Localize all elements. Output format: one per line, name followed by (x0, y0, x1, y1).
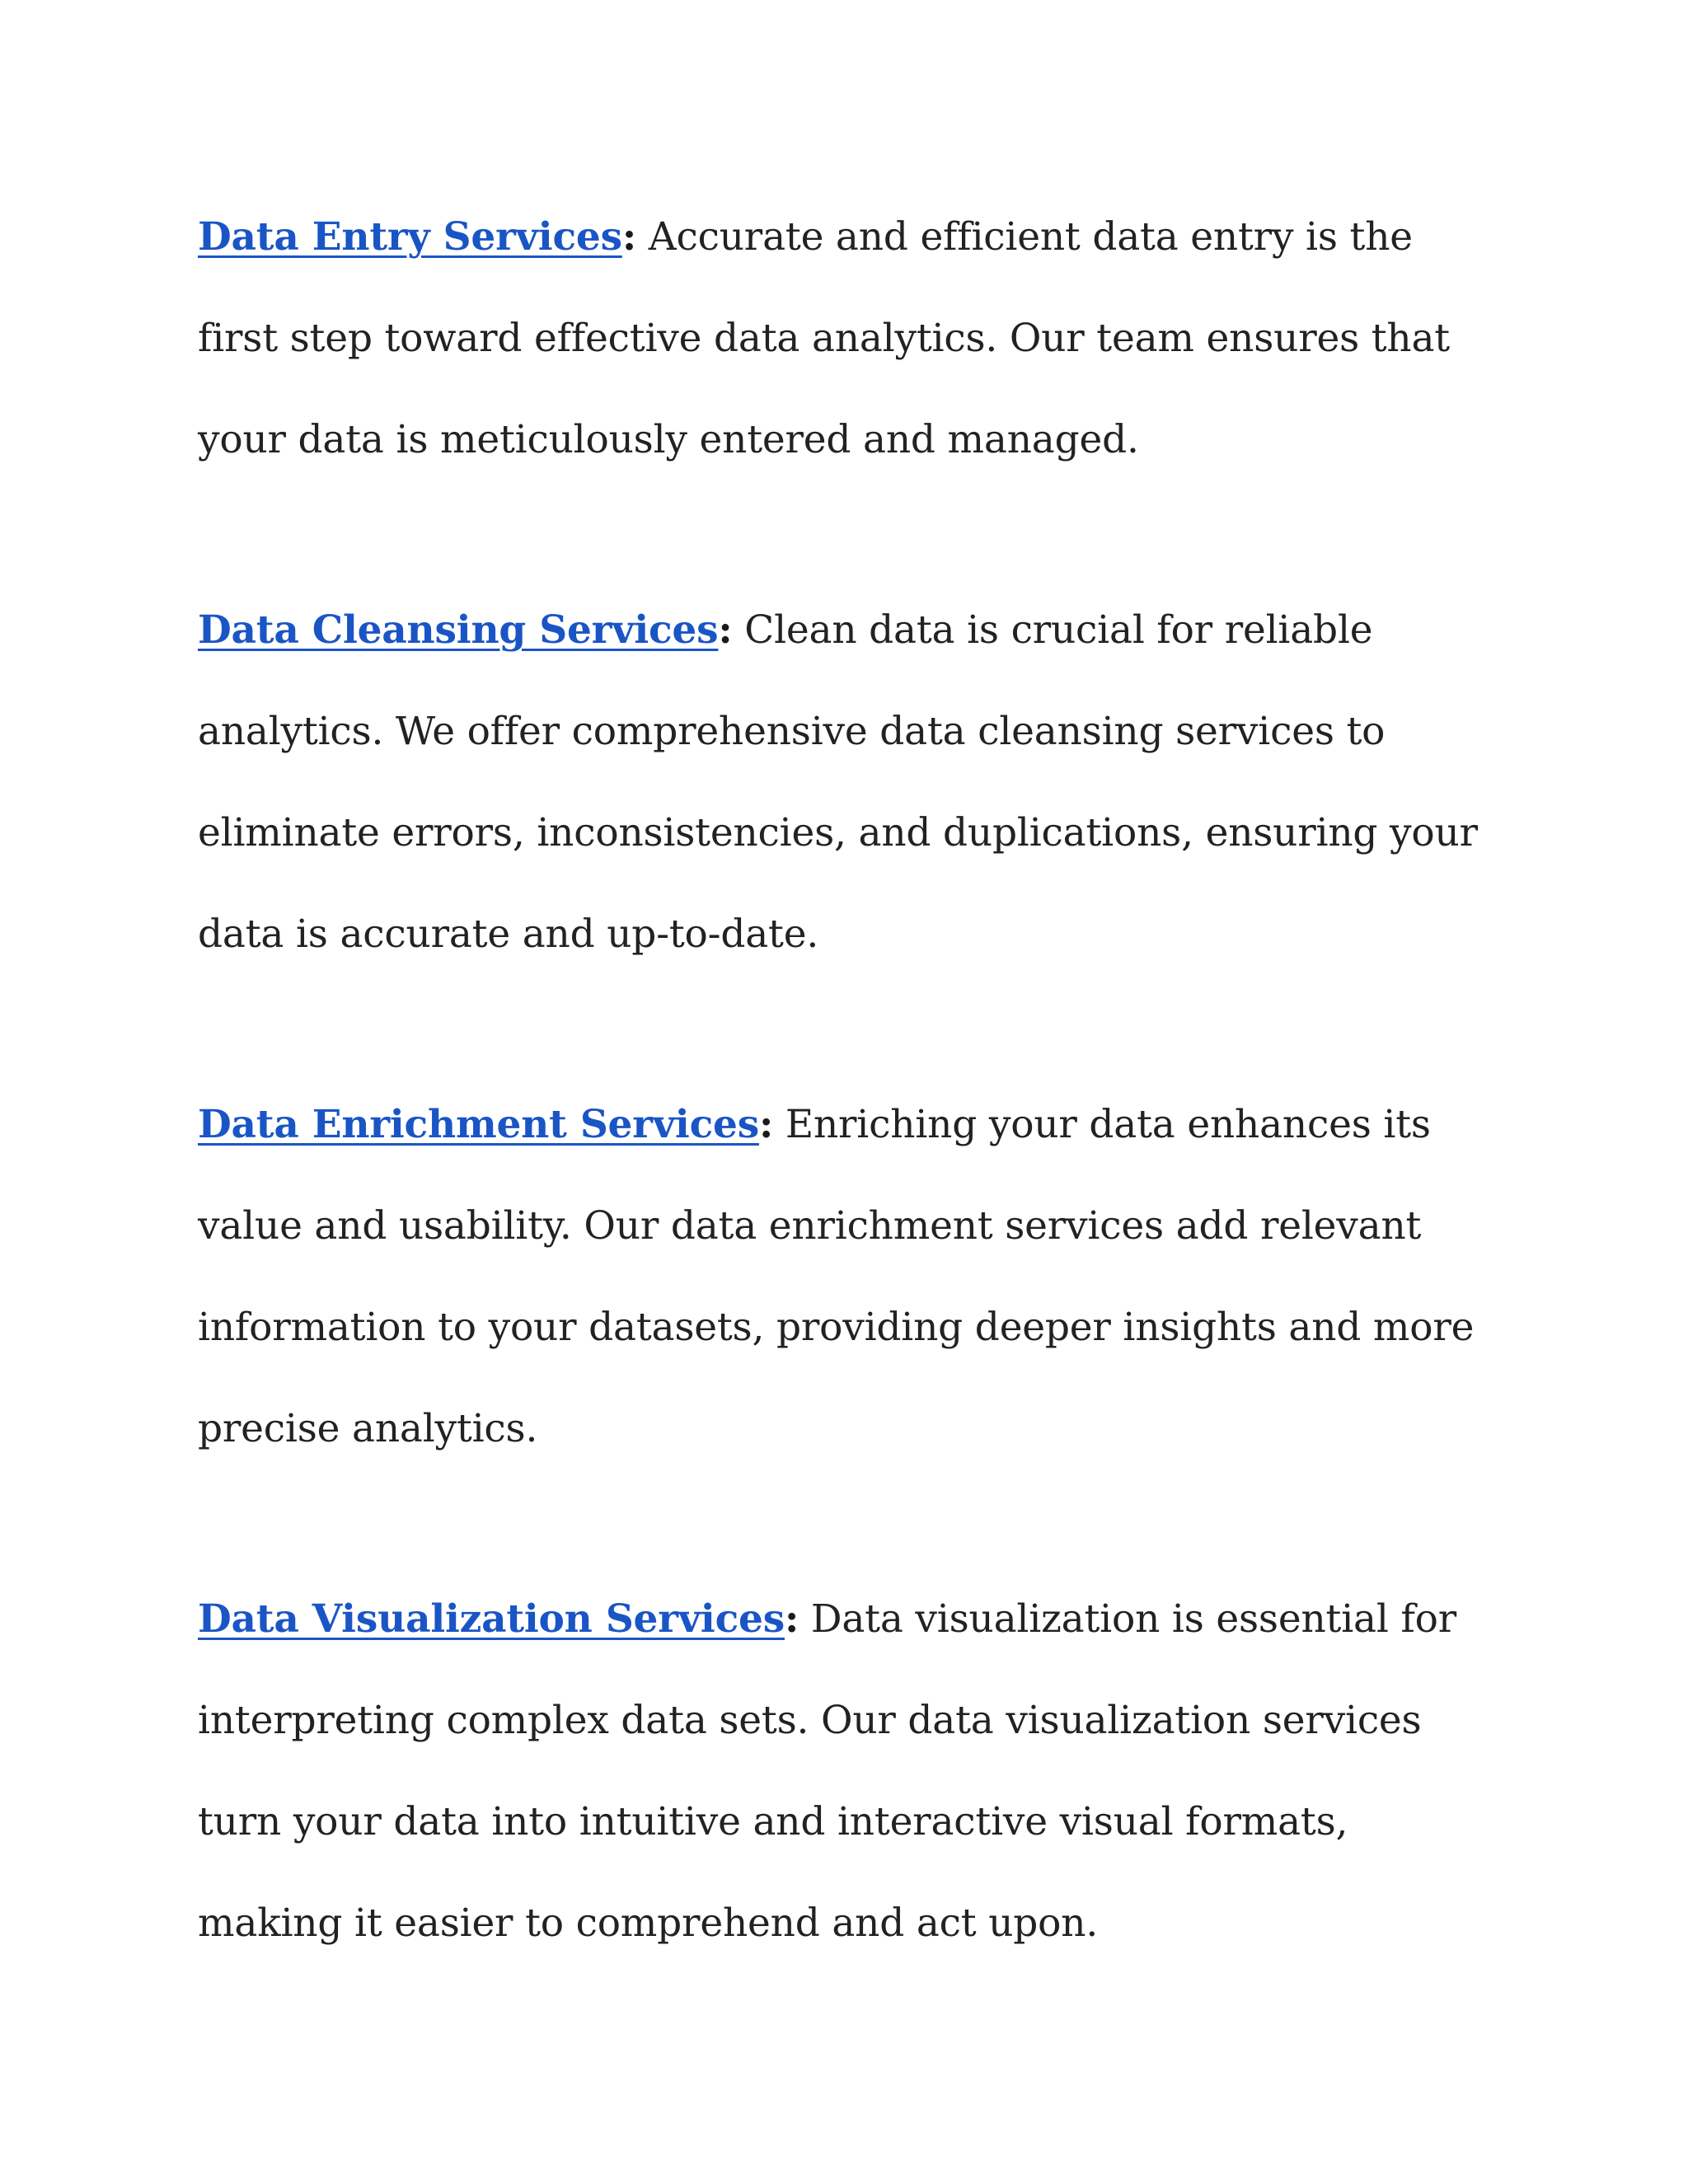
link-data-cleansing-services[interactable]: Data Cleansing Services (198, 607, 719, 653)
separator-colon: : (784, 1596, 799, 1642)
document-body (198, 186, 1500, 1974)
paragraph-text: Enriching your data enhances its value and usability. Our data enrichment services add relevant information to your datasets, providing deeper insights and more precise analytics. (198, 1102, 1475, 1451)
paragraph-text: Clean data is crucial for reliable analytics. We offer comprehensive data cleansing services to eliminate errors, inconsistencies, and duplications, ensuring your data is accurate and up-to-date. (198, 607, 1478, 957)
link-data-entry-services[interactable]: Data Entry Services (198, 214, 622, 260)
separator-colon: : (621, 214, 636, 260)
paragraph-data-visualization (198, 1568, 1500, 1974)
link-data-visualization-services[interactable]: Data Visualization Services (198, 1596, 785, 1642)
paragraph-data-enrichment (198, 1074, 1500, 1479)
link-data-enrichment-services[interactable]: Data Enrichment Services (198, 1102, 759, 1147)
separator-colon: : (718, 607, 733, 653)
paragraph-data-cleansing (198, 579, 1500, 985)
paragraph-data-entry (198, 186, 1500, 490)
paragraph-text: Accurate and efficient data entry is the first step toward effective data analytics. Our team ensures that your data is meticulously entered and managed. (198, 214, 1450, 462)
separator-colon: : (758, 1102, 774, 1147)
paragraph-text: Data visualization is essential for interpreting complex data sets. Our data visualization services turn your data into intuitive and interactive visual formats, making it easier to comprehend and act upon. (198, 1596, 1456, 1946)
